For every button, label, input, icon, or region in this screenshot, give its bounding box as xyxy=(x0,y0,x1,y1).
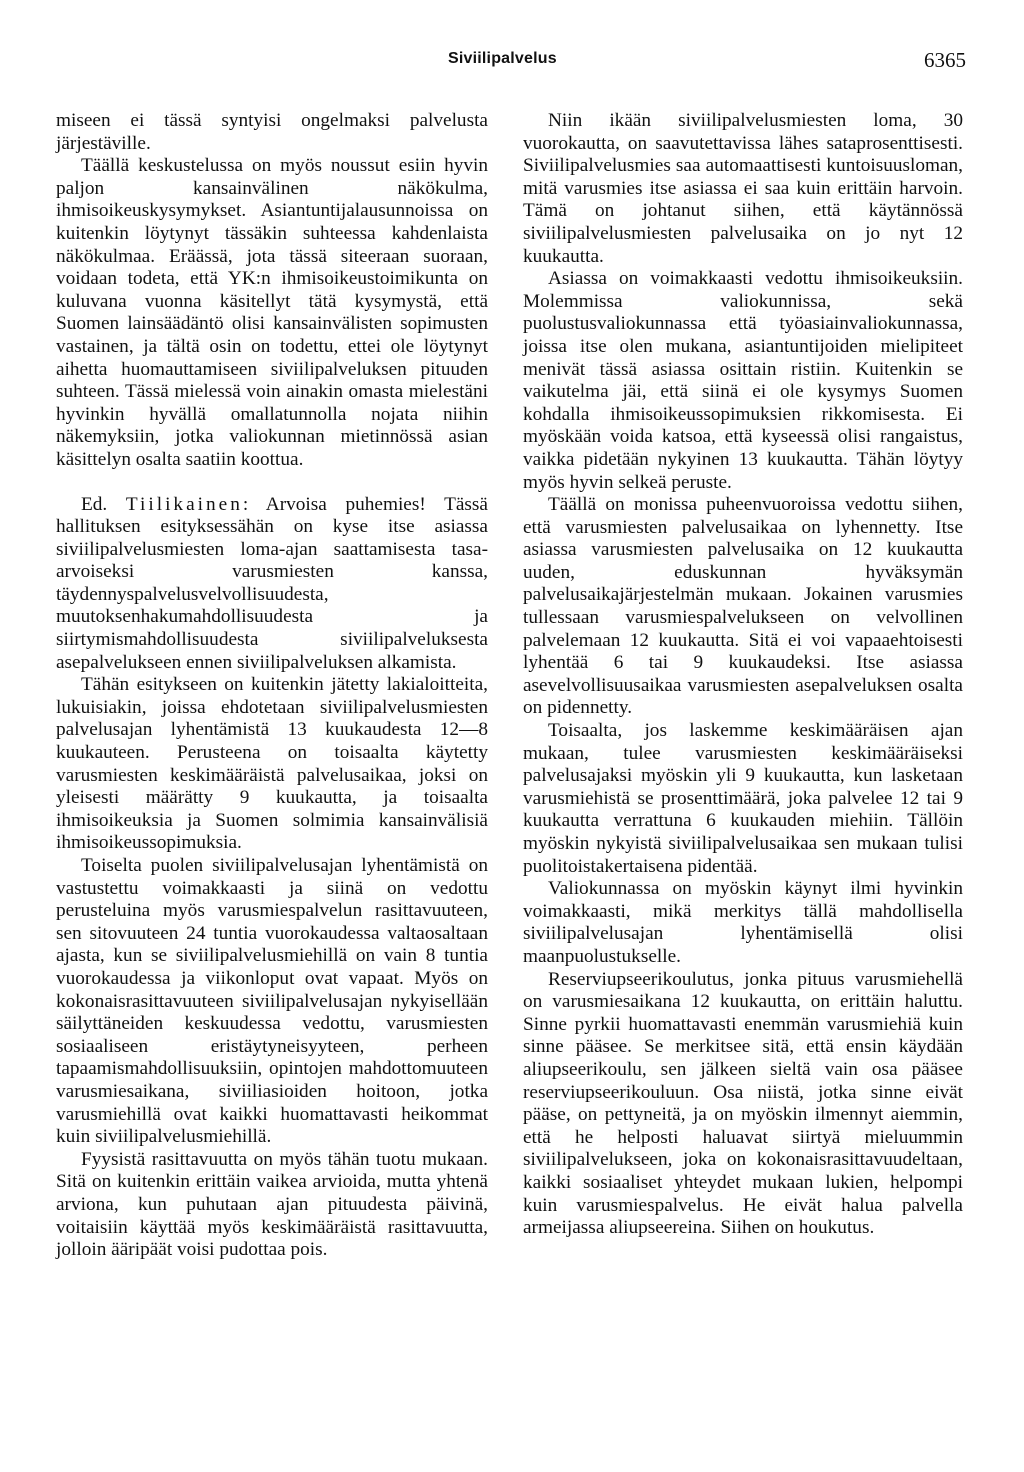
speaker-text: : Arvoisa puhemies! Tässä hallituksen esityksessähän on kyse itse asiassa siviilipalvelusmiesten loma-ajan saattamisesta tasa-arvoiseksi varusmiesten kanssa, täydennyspalvelusvelvollisuudesta, muutoksenhakumahdollisuudesta ja siirtymismahdollisuudesta siviilipalveluksesta asepalvelukseen ennen siviilipalveluksen alkamista. xyxy=(56,493,488,673)
page-number: 6365 xyxy=(924,48,966,72)
paragraph: Toiselta puolen siviilipalvelusajan lyhentämistä on vastustettu voimakkaasti ja siinä on vedottu perusteluina myös varusmiespalvelun rasittavuuteen, sen sitovuuteen 24 tuntia vuorokaudessa valtaosaltaan ajasta, kun se siviilipalvelusmiehillä on vain 8 tuntia vuorokaudessa ja viikonloput ovat vapaat. Myös on kokonaisrasittavuuteen siviilipalvelusajan nykyisellään säilyttäneiden keskuudessa vedottu, varusmiesten sosiaaliseen eristäytyneisyyteen, perheen tapaamismahdollisuuksiin, opintojen mahdottomuuteen varusmiesaikana, siviiliasioiden hoitoon, jotka varusmiehillä ovat kaikki huomattavasti heikommat kuin siviilipalvelusmiehillä. xyxy=(56,855,488,1148)
left-column xyxy=(56,110,488,1262)
running-header-title: Siviilipalvelus xyxy=(448,50,557,67)
paragraph: Fyysistä rasittavuutta on myös tähän tuotu mukaan. Sitä on kuitenkin erittäin vaikea arvioida, mutta yhtenä arviona, kun puhutaan ajan pituudesta päivinä, voitaisiin käyttää myös keskimääräistä rasittavuutta, jolloin ääripäät voisi pudottaa pois. xyxy=(56,1148,488,1261)
paragraph: Niin ikään siviilipalvelusmiesten loma, 30 vuorokautta, on saavutettavissa lähes sataprosenttisesti. Siviilipalvelusmies saa automaattisesti kuntoisuusloman, mitä varusmies itse asiassa ei saa kuin erittäin harvoin. Tämä on johtanut siihen, että käytännössä siviilipalvelusmiesten palvelusaika on jo nyt 12 kuukautta. xyxy=(523,110,963,267)
speaker-name: Tiilikainen xyxy=(125,493,243,515)
speaker-paragraph xyxy=(56,494,488,675)
right-column xyxy=(523,110,963,1240)
paragraph: Reserviupseerikoulutus, jonka pituus varusmiehellä on varusmiesaikana 12 kuukautta, on erittäin haluttu. Sinne pyrkii huomattavasti enemmän varusmiehiä kuin sinne pääsee. Se merkitsee sitä, että ensin käydään aliupseerikoulu, sen jälkeen sieltä vain osa pääsee reserviupseerikouluun. Osa niistä, jotka sinne eivät pääse, on pettyneitä, ja on myöskin ilmennyt aiemmin, että he helposti haluavat siirtyä mieluummin siviilipalvelukseen, joka on kokonaisrasittavuudeltaan, kaikki sosiaaliset yhteydet mukaan lukien, helpompi kuin varusmiespalvelus. He eivät halua palvella armeijassa aliupseereina. Siihen on houkutus. xyxy=(523,968,963,1239)
paragraph: Täällä on monissa puheenvuoroissa vedottu siihen, että varusmiesten palvelusaikaa on lyhennetty. Itse asiassa varusmiesten palvelusaika on 12 kuukautta uuden, eduskunnan hyväksymän palvelusaikajärjestelmän mukaan. Jokainen varusmies tullessaan varusmiespalvelukseen on velvollinen palvelemaan 12 kuukautta. Sitä ei voi vapaaehtoisesti lyhentää 6 tai 9 kuukaudeksi. Itse asiassa asevelvollisuusaikaa varusmiesten asepalveluksen osalta on pidennetty. xyxy=(523,494,963,719)
speaker-prefix: Ed. xyxy=(81,493,108,515)
paragraph: Täällä keskustelussa on myös noussut esiin hyvin paljon kansainvälinen näkökulma, ihmisoikeuskysymykset. Asiantuntijalausunnoissa on kuitenkin löytynyt tässäkin suhteessa kahdenlaista näkökulmaa. Eräässä, jota tässä siteeraan suoraan, voidaan todeta, että YK:n ihmisoikeustoimikunta on kuluvana vuonna käsitellyt tätä kysymystä, että Suomen lainsäädäntö olisi kansainvälisten sopimusten vastainen, ja tältä osin on todettu, ettei ole löytynyt aihetta huomauttamiseen siviilipalveluksen pituuden suhteen. Tässä mielessä voin ainakin omasta mielestäni hyvinkin hyvällä omallatunnolla nojata niihin näkemyksiin, jotka valiokunnan mietinnössä asian käsittelyn osalta saatiin koottua. xyxy=(56,155,488,470)
paragraph: Valiokunnassa on myöskin käynyt ilmi hyvinkin voimakkaasti, mikä merkitys tällä mahdollisella siviilipalvelusajan lyhentämisellä olisi maanpuolustukselle. xyxy=(523,878,963,967)
paragraph: miseen ei tässä syntyisi ongelmaksi palvelusta järjestäville. xyxy=(56,110,488,154)
paragraph: Asiassa on voimakkaasti vedottu ihmisoikeuksiin. Molemmissa valiokunnissa, sekä puolustusvaliokunnassa että työasiainvaliokunnassa, joissa itse olen mukana, asiantuntijoiden mielipiteet menivät tässä asiassa osittain ristiin. Kuitenkin se vaikutelma jäi, että siinä ei ole kysymys Suomen kohdalla ihmisoikeussopimuksien rikkomisesta. Ei myöskään voida katsoa, että kyseessä olisi rangaistus, vaikka pidetään nykyinen 13 kuukautta. Tähän löytyy myös hyvin selkeä peruste. xyxy=(523,268,963,493)
paragraph: Toisaalta, jos laskemme keskimääräisen ajan mukaan, tulee varusmiesten keskimääräiseksi palvelusajaksi myöskin yli 9 kuukautta, kun lasketaan varusmiehistä se prosenttimäärä, joka palvelee 12 tai 9 kuukautta verrattuna 6 kuukauden miehiin. Tällöin myöskin nykyistä siviilipalvelusaikaa sen mukaan tulisi puolitoistakertaisena pidentää. xyxy=(523,720,963,877)
paragraph: Tähän esitykseen on kuitenkin jätetty lakialoitteita, lukuisiakin, joissa ehdotetaan siviilipalvelusmiesten palvelusajan lyhentämistä 13 kuukaudesta 12—8 kuukauteen. Perusteena on toisaalta käytetty varusmiesten keskimääräistä palvelusaikaa, joksi on yleisesti määrätty 9 kuukautta, ja toisaalta ihmisoikeuksia ja Suomen solmimia kansainvälisiä ihmisoikeussopimuksia. xyxy=(56,674,488,854)
